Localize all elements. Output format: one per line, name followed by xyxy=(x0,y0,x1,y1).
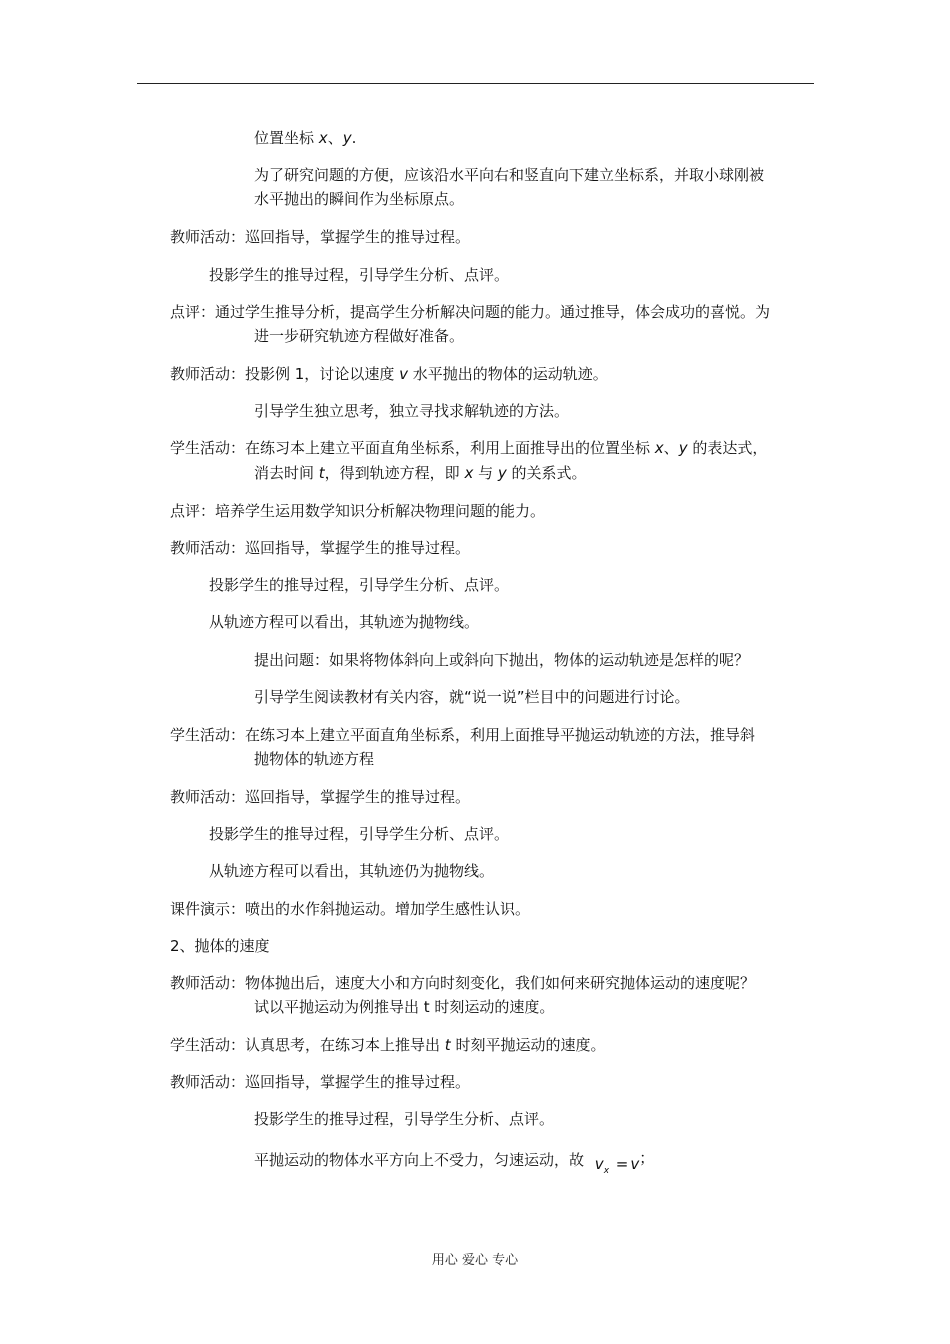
text: 平抛运动的物体水平方向上不受力，匀速运动，故 xyxy=(254,1151,585,1169)
var-t: t xyxy=(318,464,325,482)
paragraph-line: 为了研究问题的方便，应该沿水平向右和竖直向下建立坐标系，并取小球刚被 xyxy=(254,166,765,184)
formula-v: v xyxy=(594,1155,604,1173)
text: 教师活动：投影例 1，讨论以速度 xyxy=(170,365,400,383)
var-y: y xyxy=(497,464,507,482)
var-x: x xyxy=(654,439,664,457)
paragraph-line: 投影学生的推导过程，引导学生分析、点评。 xyxy=(254,1110,555,1128)
velocity-formula xyxy=(595,1154,639,1181)
paragraph-line: 投影学生的推导过程，引导学生分析、点评。 xyxy=(209,266,510,284)
formula-rhs: v xyxy=(630,1155,640,1173)
section-heading: 2、抛体的速度 xyxy=(170,937,270,955)
var-v: v xyxy=(399,365,408,383)
paragraph-line: 试以平抛运动为例推导出 t 时刻运动的速度。 xyxy=(254,998,555,1016)
student-activity: 学生活动：在练习本上建立平面直角坐标系，利用上面推导平抛运动轨迹的方法，推导斜 xyxy=(170,726,756,744)
header-rule xyxy=(137,83,814,84)
var-x: x xyxy=(464,464,474,482)
period: . xyxy=(351,129,357,147)
text: 位置坐标 xyxy=(254,129,315,147)
text: 的关系式。 xyxy=(506,464,587,482)
text: 与 xyxy=(473,464,498,482)
paragraph-line xyxy=(254,463,587,483)
paragraph-line: 引导学生阅读教材有关内容，就“说一说”栏目中的问题进行讨论。 xyxy=(254,688,690,706)
paragraph-line: 从轨迹方程可以看出，其轨迹为抛物线。 xyxy=(209,613,480,631)
teacher-activity: 教师活动：巡回指导，掌握学生的推导过程。 xyxy=(170,539,471,557)
paragraph-line: 抛物体的轨迹方程 xyxy=(254,750,375,768)
teacher-activity: 教师活动：物体抛出后，速度大小和方向时刻变化，我们如何来研究抛体运动的速度呢？ xyxy=(170,974,756,992)
teacher-activity: 教师活动：巡回指导，掌握学生的推导过程。 xyxy=(170,788,471,806)
formula-line xyxy=(254,1150,654,1177)
text: 学生活动：在练习本上建立平面直角坐标系，利用上面推导出的位置坐标 xyxy=(170,439,655,457)
text: 的表达式， xyxy=(687,439,768,457)
question-line: 提出问题：如果将物体斜向上或斜向下抛出，物体的运动轨迹是怎样的呢？ xyxy=(254,651,750,669)
comment-line: 点评：通过学生推导分析，提高学生分析解决问题的能力。通过推导，体会成功的喜悦。为 xyxy=(170,303,771,321)
separator: 、 xyxy=(327,129,343,147)
var-t: t xyxy=(444,1036,451,1054)
text: 学生活动：认真思考，在练习本上推导出 xyxy=(170,1036,445,1054)
paragraph-line: 进一步研究轨迹方程做好准备。 xyxy=(254,327,465,345)
text: 消去时间 xyxy=(254,464,319,482)
teacher-activity: 教师活动：巡回指导，掌握学生的推导过程。 xyxy=(170,228,471,246)
paragraph-line: 投影学生的推导过程，引导学生分析、点评。 xyxy=(209,825,510,843)
text: 时刻平抛运动的速度。 xyxy=(450,1036,606,1054)
paragraph-line: 引导学生独立思考，独立寻找求解轨迹的方法。 xyxy=(254,402,570,420)
paragraph-line: 水平抛出的瞬间作为坐标原点。 xyxy=(254,190,465,208)
formula-equals: = xyxy=(615,1155,629,1173)
var-y: y xyxy=(342,129,352,147)
courseware-demo: 课件演示：喷出的水作斜抛运动。增加学生感性认识。 xyxy=(170,900,531,918)
paragraph-line: 从轨迹方程可以看出，其轨迹仍为抛物线。 xyxy=(209,862,495,880)
var-x: x xyxy=(318,129,328,147)
separator: 、 xyxy=(663,439,679,457)
var-y: y xyxy=(678,439,688,457)
semicolon: ； xyxy=(639,1149,655,1167)
page-footer: 用心 爱心 专心 xyxy=(431,1253,519,1268)
student-activity xyxy=(170,1035,605,1055)
comment-line: 点评：培养学生运用数学知识分析解决物理问题的能力。 xyxy=(170,502,546,520)
text: ，得到轨迹方程，即 xyxy=(324,464,465,482)
teacher-activity xyxy=(170,364,608,384)
position-coordinates-line xyxy=(254,128,356,148)
text: 水平抛出的物体的运动轨迹。 xyxy=(407,365,608,383)
formula-subscript: x xyxy=(603,1166,610,1176)
teacher-activity: 教师活动：巡回指导，掌握学生的推导过程。 xyxy=(170,1073,471,1091)
paragraph-line: 投影学生的推导过程，引导学生分析、点评。 xyxy=(209,576,510,594)
student-activity xyxy=(170,438,767,458)
